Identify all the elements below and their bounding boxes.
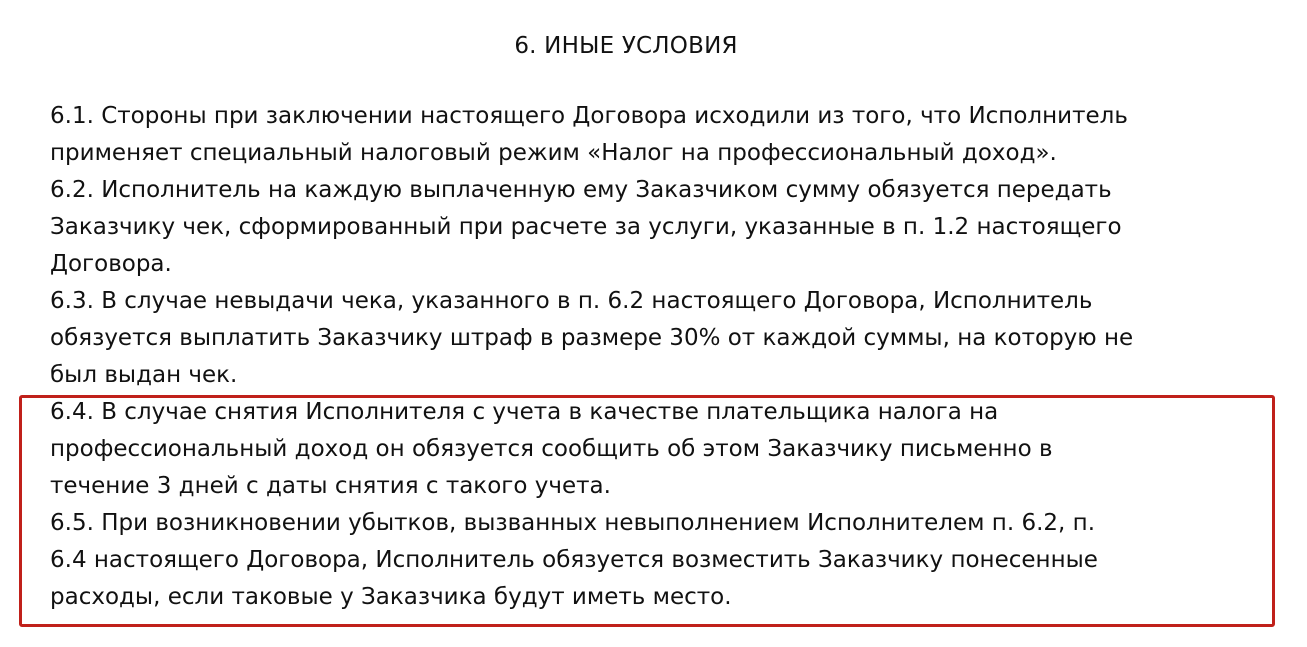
clause-line: Договора. xyxy=(50,251,172,277)
clause-6-4 xyxy=(50,394,1250,505)
clause-line: профессиональный доход он обязуется сообщить об этом Заказчику письменно в xyxy=(50,436,1053,462)
clause-6-3 xyxy=(50,283,1250,394)
section-title: 6. ИНЫЕ УСЛОВИЯ xyxy=(514,33,738,59)
clause-line: 6.1. Стороны при заключении настоящего Договора исходили из того, что Исполнитель xyxy=(50,103,1128,129)
clause-line: 6.2. Исполнитель на каждую выплаченную ему Заказчиком сумму обязуется передать xyxy=(50,177,1112,203)
clauses-list xyxy=(50,98,1250,616)
clause-6-1 xyxy=(50,98,1250,172)
clause-6-2 xyxy=(50,172,1250,283)
clause-line: 6.4. В случае снятия Исполнителя с учета в качестве плательщика налога на xyxy=(50,399,999,425)
clause-line: применяет специальный налоговый режим «Налог на профессиональный доход». xyxy=(50,140,1057,166)
clause-line: Заказчику чек, сформированный при расчете за услуги, указанные в п. 1.2 настоящего xyxy=(50,214,1122,240)
clause-line: 6.5. При возникновении убытков, вызванных невыполнением Исполнителем п. 6.2, п. xyxy=(50,510,1096,536)
clause-line: расходы, если таковые у Заказчика будут иметь место. xyxy=(50,584,732,610)
clause-line: течение 3 дней с даты снятия с такого учета. xyxy=(50,473,611,499)
clause-6-5 xyxy=(50,505,1250,616)
clause-line: обязуется выплатить Заказчику штраф в размере 30% от каждой суммы, на которую не xyxy=(50,325,1134,351)
clause-line: 6.4 настоящего Договора, Исполнитель обязуется возместить Заказчику понесенные xyxy=(50,547,1098,573)
clause-line: был выдан чек. xyxy=(50,362,238,388)
clause-line: 6.3. В случае невыдачи чека, указанного в п. 6.2 настоящего Договора, Исполнитель xyxy=(50,288,1093,314)
